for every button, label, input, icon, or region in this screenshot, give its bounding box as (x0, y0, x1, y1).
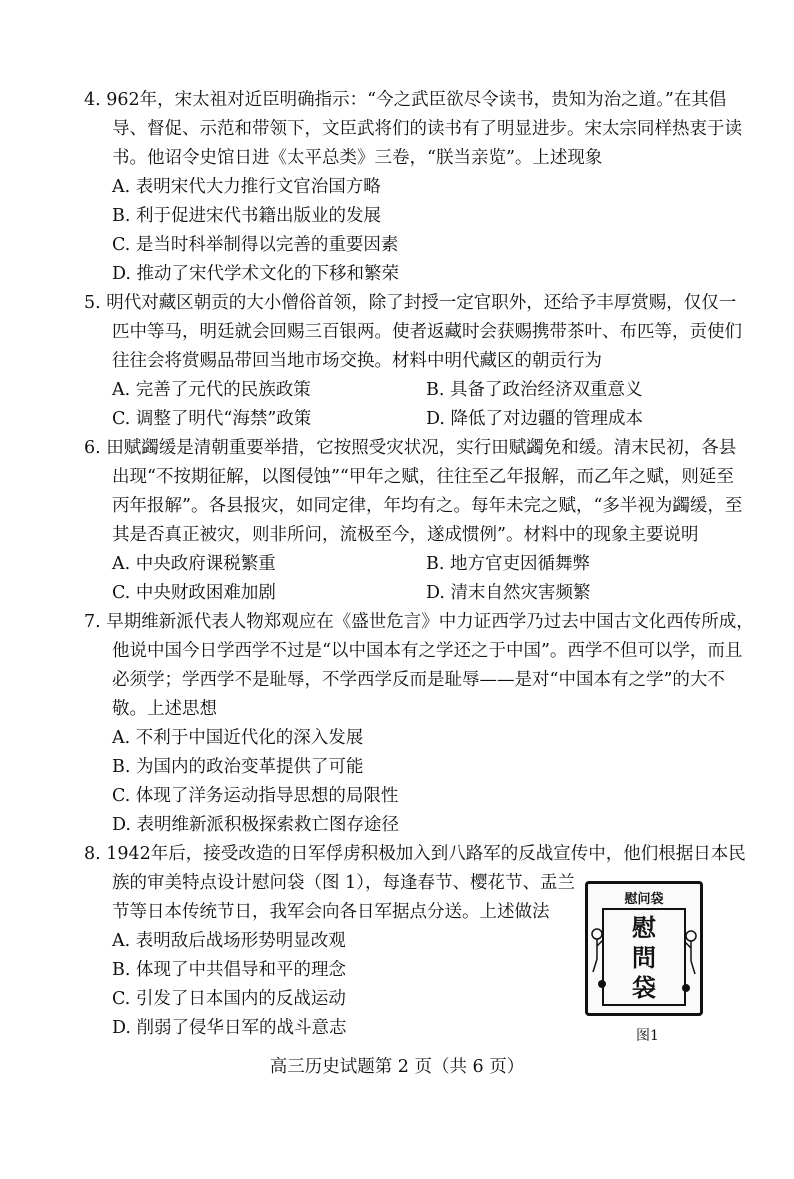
option-d: D. 清末自然灾害频繁 (426, 583, 591, 603)
figure-top-label: 慰问袋 (624, 892, 664, 907)
option-b: B. 体现了中共倡导和平的理念 (112, 960, 346, 980)
option-a: A. 完善了元代的民族政策 (112, 380, 311, 400)
question-stem-line: 7. 早期维新派代表人物郑观应在《盛世危言》中力证西学乃过去中国古文化西传所成， (84, 612, 754, 632)
option-a: A. 中央政府课税繁重 (112, 554, 276, 574)
page-footer: 高三历史试题第 2 页（共 6 页） (269, 1057, 525, 1077)
option-d: D. 降低了对边疆的管理成本 (426, 409, 644, 429)
option-b: B. 地方官吏因循舞弊 (426, 554, 590, 574)
figure-figures-illustration (588, 884, 700, 1013)
figure-caption: 图1 (636, 1028, 659, 1044)
option-b: B. 为国内的政治变革提供了可能 (112, 757, 364, 777)
question-stem-line: 往往会将赏赐品带回当地市场交换。材料中明代藏区的朝贡行为 (112, 351, 602, 371)
comfort-bag-figure (585, 881, 703, 1016)
option-c: C. 引发了日本国内的反战运动 (112, 989, 346, 1009)
option-d: D. 表明维新派积极探索救亡图存途径 (112, 815, 400, 835)
question-stem-line: 节等日本传统节日，我军会向各日军据点分送。上述做法 (112, 902, 550, 922)
option-d: D. 推动了宋代学术文化的下移和繁荣 (112, 264, 400, 284)
question-stem-line: 导、督促、示范和带领下，文臣武将们的读书有了明显进步。宋太宗同样热衷于读 (112, 119, 742, 139)
figure-char: 慰 (632, 913, 656, 942)
question-stem-line: 其是否真正被灾，则非所问，流极至今，遂成惯例”。材料中的现象主要说明 (112, 525, 699, 545)
question-stem-line: 书。他诏令史馆日进《太平总类》三卷，“朕当亲览”。上述现象 (112, 148, 603, 168)
option-b: B. 利于促进宋代书籍出版业的发展 (112, 206, 381, 226)
figure-char: 問 (632, 943, 656, 972)
question-stem-line: 8. 1942年后，接受改造的日军俘虏积极加入到八路军的反战宣传中，他们根据日本民 (84, 844, 746, 864)
option-a: A. 表明宋代大力推行文官治国方略 (112, 177, 381, 197)
question-stem-line: 6. 田赋蠲缓是清朝重要举措，它按照受灾状况，实行田赋蠲免和缓。清末民初，各县 (84, 438, 737, 458)
question-stem-line: 出现“不按期征解，以图侵蚀”“甲年之赋，往往至乙年报解，而乙年之赋，则延至 (112, 467, 734, 487)
option-a: A. 不利于中国近代化的深入发展 (112, 728, 364, 748)
question-stem-line: 4. 962年，宋太祖对近臣明确指示：“今之武臣欲尽令读书，贵知为治之道。”在其倡 (84, 90, 727, 110)
question-stem-line: 匹中等马，明廷就会回赐三百银两。使者返藏时会获赐携带茶叶、布匹等，贡使们 (112, 322, 742, 342)
question-stem-line: 必须学；学西学不是耻辱，不学西学反而是耻辱——是对“中国本有之学”的大不 (112, 670, 725, 690)
option-c: C. 体现了洋务运动指导思想的局限性 (112, 786, 399, 806)
option-d: D. 削弱了侵华日军的战斗意志 (112, 1018, 347, 1038)
question-stem-line: 敬。上述思想 (112, 699, 217, 719)
option-c: C. 中央财政困难加剧 (112, 583, 276, 603)
question-stem-line: 5. 明代对藏区朝贡的大小僧俗首领，除了封授一定官职外，还给予丰厚赏赐，仅仅一 (84, 293, 737, 313)
option-a: A. 表明敌后战场形势明显改观 (112, 931, 346, 951)
question-stem-line: 族的审美特点设计慰问袋（图 1），每逢春节、樱花节、盂兰 (112, 873, 575, 893)
figure-char: 袋 (632, 973, 656, 1002)
question-stem-line: 他说中国今日学西学不过是“以中国本有之学还之于中国”。西学不但可以学，而且 (112, 641, 743, 661)
option-b: B. 具备了政治经济双重意义 (426, 380, 643, 400)
question-stem-line: 丙年报解”。各县报灾，如同定律，年均有之。每年未完之赋，“多半视为蠲缓，至 (112, 496, 743, 516)
option-c: C. 是当时科举制得以完善的重要因素 (112, 235, 399, 255)
option-c: C. 调整了明代“海禁”政策 (112, 409, 312, 429)
